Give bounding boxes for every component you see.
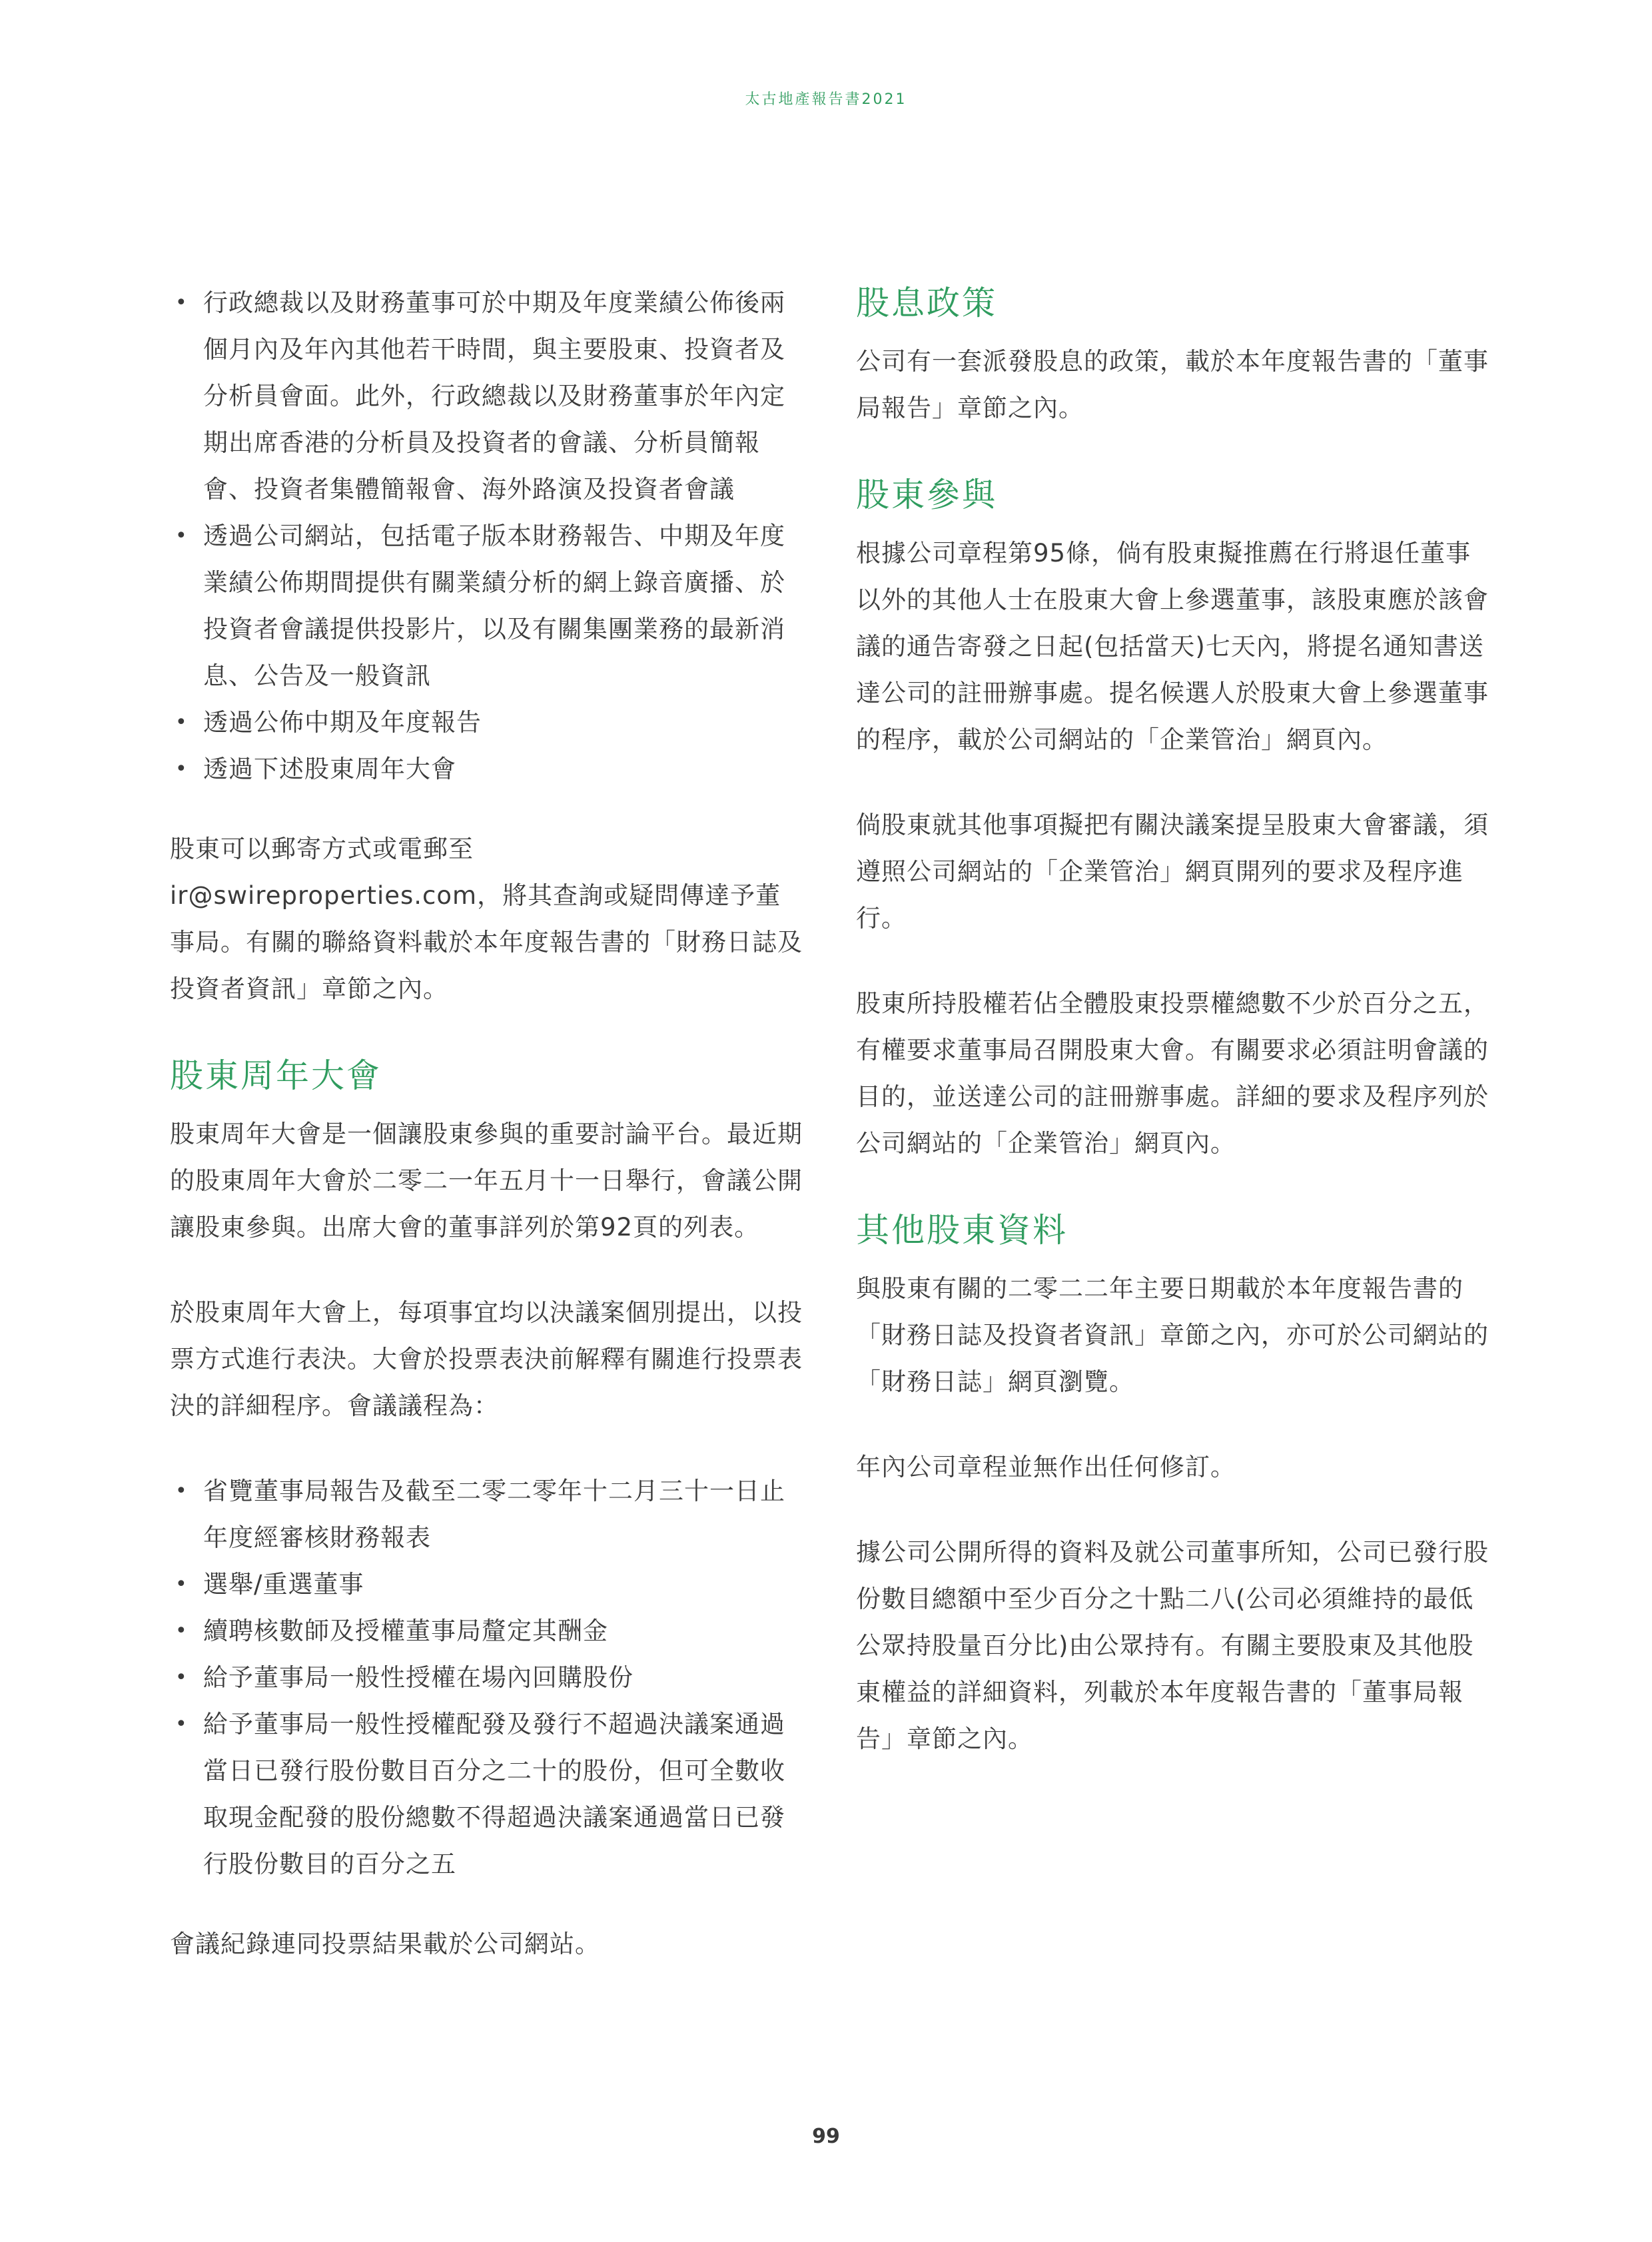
agm-paragraph-2: 於股東周年大會上，每項事宜均以決議案個別提出，以投票方式進行表決。大會於投票表決前解釋有關進行投票表決的詳細程序。會議議程為： bbox=[170, 1298, 803, 1420]
other-info-paragraph-3: 據公司公開所得的資料及就公司董事所知，公司已發行股份數目總額中至少百分之十點二八(公司必須維持的最低公眾持股量百分比)由公眾持有。有關主要股東及其他股東權益的詳細資料，列載於本年度報告書的「董事局報告」章節之內。 bbox=[856, 1538, 1489, 1753]
other-info-heading: 其他股東資料 bbox=[856, 1211, 1068, 1250]
bullet-icon: • bbox=[175, 1479, 188, 1503]
list-item-text: 續聘核數師及授權董事局釐定其酬金 bbox=[203, 1617, 608, 1645]
list-item-text: 給予董事局一般性授權在場內回購股份 bbox=[203, 1663, 633, 1692]
participation-paragraph-2: 倘股東就其他事項擬把有關決議案提呈股東大會審議，須遵照公司網站的「企業管治」網頁開列的要求及程序進行。 bbox=[856, 811, 1489, 933]
bullet-icon: • bbox=[175, 757, 188, 781]
list-item bbox=[170, 513, 806, 699]
dividend-heading: 股息政策 bbox=[856, 284, 997, 322]
list-item bbox=[170, 699, 806, 746]
agm-agenda-list bbox=[170, 1468, 806, 1888]
bullet-icon: • bbox=[175, 711, 188, 734]
right-column bbox=[856, 280, 1492, 1801]
list-item bbox=[170, 1608, 806, 1655]
participation-paragraph-3: 股東所持股權若佔全體股東投票權總數不少於百分之五，有權要求董事局召開股東大會。有關要求必須註明會議的目的，並送達公司的註冊辦事處。詳細的要求及程序列於公司網站的「企業管治」網頁內。 bbox=[856, 989, 1489, 1158]
list-item bbox=[170, 1701, 806, 1888]
bullet-icon: • bbox=[175, 1573, 188, 1596]
bullet-icon: • bbox=[175, 1619, 188, 1643]
participation-paragraph-1: 根據公司章程第95條，倘有股東擬推薦在行將退任董事以外的其他人士在股東大會上參選董事，該股東應於該會議的通告寄發之日起(包括當天)七天內，將提名通知書送達公司的註冊辦事處。提名候選人於股東大會上參選董事的程序，載於公司網站的「企業管治」網頁內。 bbox=[856, 539, 1489, 754]
running-header: 太古地產報告書2021 bbox=[745, 91, 907, 108]
left-column bbox=[170, 280, 806, 2006]
list-item-text: 行政總裁以及財務董事可於中期及年度業績公佈後兩個月內及年內其他若干時間，與主要股東、投資者及分析員會面。此外，行政總裁以及財務董事於年內定期出席香港的分析員及投資者的會議、分析員簡報會、投資者集體簡報會、海外路演及投資者會議 bbox=[203, 288, 785, 504]
list-item bbox=[170, 280, 806, 513]
list-item bbox=[170, 1468, 806, 1561]
page-number: 99 bbox=[812, 2125, 840, 2148]
other-info-paragraph-1: 與股東有關的二零二二年主要日期載於本年度報告書的「財務日誌及投資者資訊」章節之內，亦可於公司網站的「財務日誌」網頁瀏覽。 bbox=[856, 1274, 1489, 1396]
list-item-text: 透過下述股東周年大會 bbox=[203, 755, 456, 783]
participation-heading: 股東參與 bbox=[856, 476, 997, 514]
list-item bbox=[170, 1561, 806, 1608]
agm-paragraph-1: 股東周年大會是一個讓股東參與的重要討論平台。最近期的股東周年大會於二零二一年五月十一日舉行，會議公開讓股東參與。出席大會的董事詳列於第92頁的列表。 bbox=[170, 1120, 803, 1242]
list-item-text: 省覽董事局報告及截至二零二零年十二月三十一日止年度經審核財務報表 bbox=[203, 1477, 785, 1552]
other-info-paragraph-2: 年內公司章程並無作出任何修訂。 bbox=[856, 1453, 1236, 1481]
minutes-paragraph: 會議紀錄連同投票結果載於公司網站。 bbox=[170, 1930, 600, 1958]
bullet-icon: • bbox=[175, 524, 188, 548]
agm-heading: 股東周年大會 bbox=[170, 1056, 382, 1095]
list-item-text: 透過公佈中期及年度報告 bbox=[203, 708, 482, 737]
list-item bbox=[170, 746, 806, 793]
ir-channels-list bbox=[170, 280, 806, 793]
bullet-icon: • bbox=[175, 291, 188, 314]
list-item-text: 選舉/重選董事 bbox=[203, 1570, 364, 1599]
bullet-icon: • bbox=[175, 1666, 188, 1689]
list-item-text: 給予董事局一般性授權配發及發行不超過決議案通過當日已發行股份數目百分之二十的股份，但可全數收取現金配發的股份總數不得超過決議案通過當日已發行股份數目的百分之五 bbox=[203, 1710, 785, 1878]
list-item-text: 透過公司網站，包括電子版本財務報告、中期及年度業績公佈期間提供有關業績分析的網上錄音廣播、於投資者會議提供投影片，以及有關集團業務的最新消息、公告及一般資訊 bbox=[203, 522, 785, 690]
bullet-icon: • bbox=[175, 1712, 188, 1736]
contact-paragraph: 股東可以郵寄方式或電郵至ir@swireproperties.com，將其查詢或疑問傳達予董事局。有關的聯絡資料載於本年度報告書的「財務日誌及投資者資訊」章節之內。 bbox=[170, 835, 803, 1003]
list-item bbox=[170, 1655, 806, 1701]
dividend-paragraph: 公司有一套派發股息的政策，載於本年度報告書的「董事局報告」章節之內。 bbox=[856, 347, 1489, 422]
